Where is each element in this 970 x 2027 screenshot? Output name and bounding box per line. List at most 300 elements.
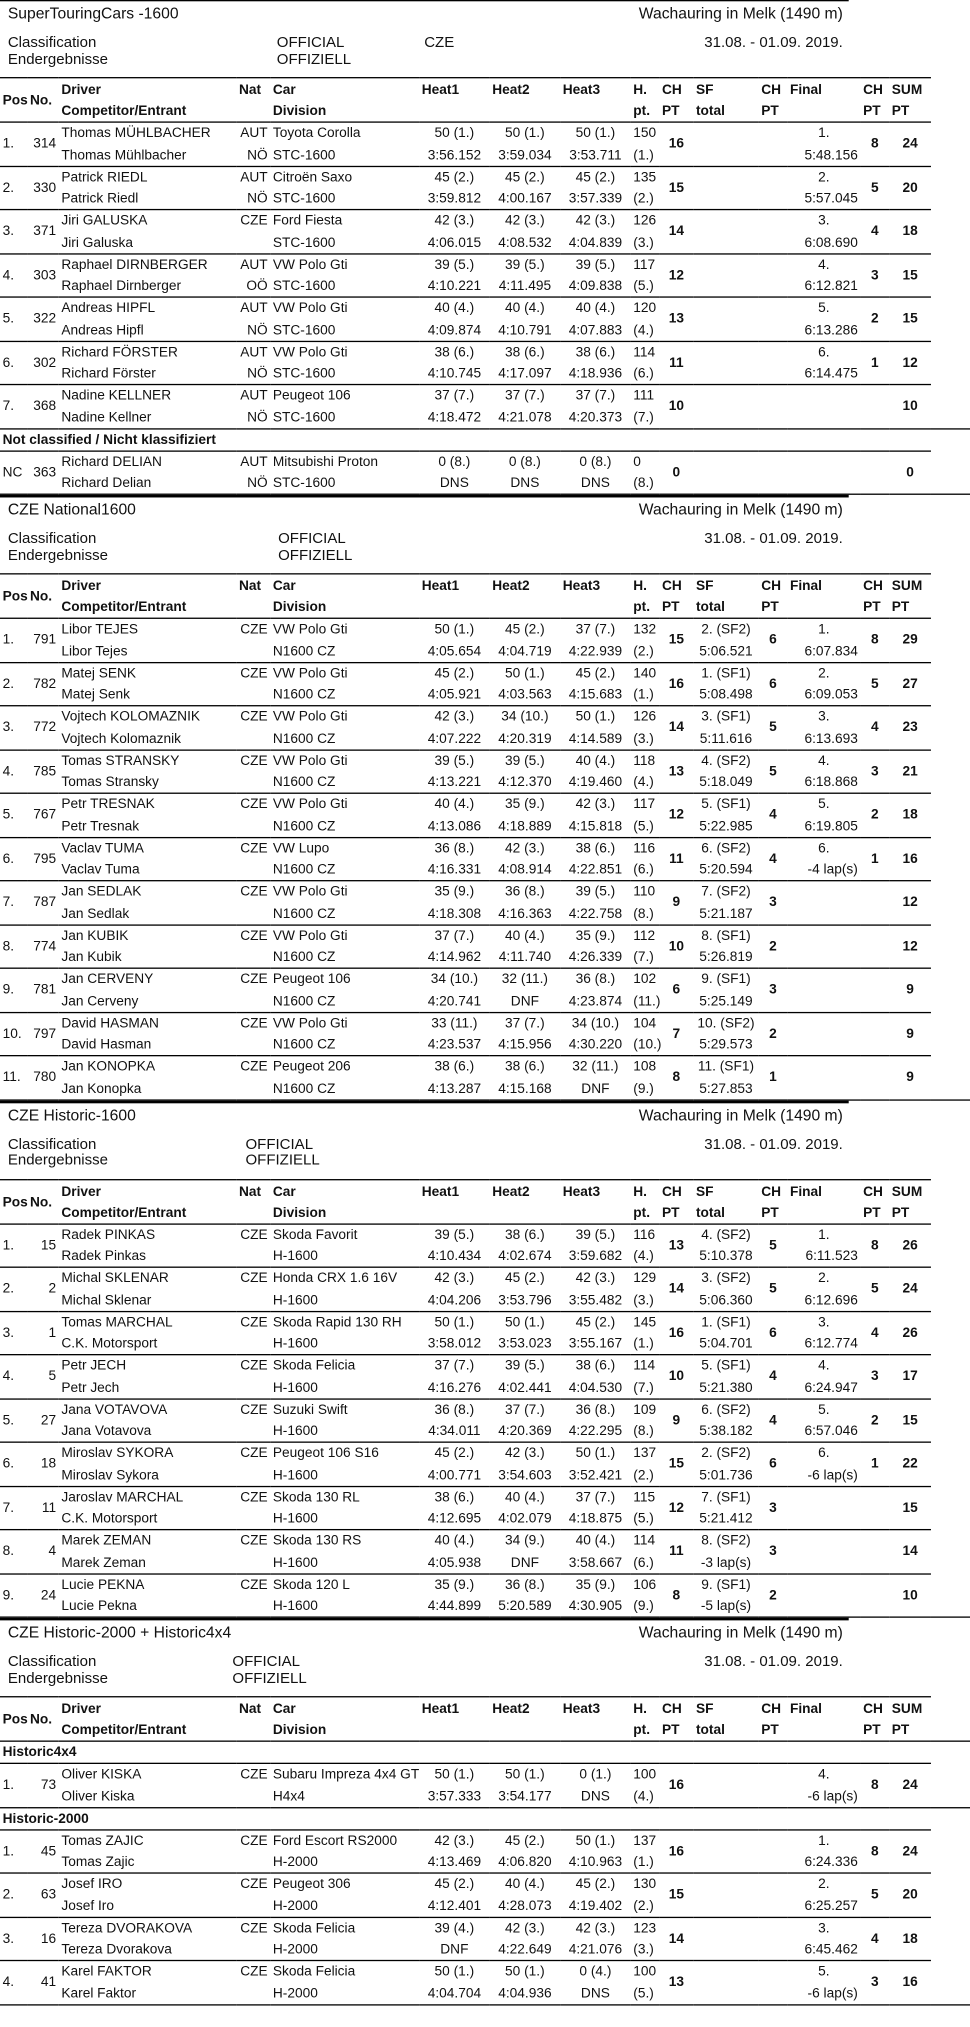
heat3-time: DNS — [580, 475, 610, 491]
heat3-points: 37 (7.) — [560, 618, 631, 640]
table-row — [0, 837, 970, 859]
sf-ch-points: 6 — [759, 1442, 788, 1486]
heat2-points: 36 (8.) — [490, 1573, 561, 1595]
col-division: Division — [270, 597, 419, 619]
heat1-points: 36 (8.) — [419, 837, 490, 859]
region: NÖ — [247, 365, 268, 382]
entrant-name: Oliver Kiska — [61, 1788, 135, 1804]
heat1-points: 42 (3.) — [419, 706, 490, 728]
final-position: 2. — [787, 1873, 860, 1895]
sf-ch-points — [759, 1961, 788, 2005]
car-model: Ford Fiesta — [270, 210, 419, 232]
final-position: 6. — [787, 1442, 860, 1464]
heat-points-total: 106 — [631, 1573, 660, 1595]
driver-name: Jaroslav MARCHAL — [59, 1486, 237, 1508]
heat1-time: 4:10.434 — [427, 1248, 482, 1264]
car-number: 322 — [27, 297, 58, 341]
car-model: Skoda 130 RL — [270, 1486, 419, 1508]
col-chsf1: CH — [759, 1179, 788, 1202]
ch-points: 9 — [659, 1398, 693, 1442]
sf-ch-points — [759, 210, 788, 254]
position: 2. — [0, 166, 27, 210]
table-row-continued — [0, 1078, 970, 1100]
car-number: 314 — [27, 122, 58, 166]
heat1-time: 4:12.401 — [427, 1897, 482, 1914]
car-model: VW Lupo — [270, 837, 419, 859]
sf-position: 1. (SF1) — [693, 1311, 758, 1333]
car-number: 780 — [27, 1056, 58, 1100]
sf-time — [693, 232, 758, 254]
sf-time: 5:20.594 — [699, 861, 753, 878]
car-number: 303 — [27, 253, 58, 297]
venue: Wachauring in Melk (1490 m) — [638, 1105, 843, 1124]
heat3-points: 50 (1.) — [560, 706, 631, 728]
car-model: Toyota Corolla — [270, 122, 419, 144]
results-table — [0, 1178, 970, 1617]
position: 2. — [0, 1267, 27, 1311]
final-time: 6:12.774 — [804, 1335, 858, 1352]
section-header — [0, 1103, 848, 1125]
heat2-time: 4:08.914 — [498, 861, 552, 878]
ch-points: 16 — [659, 1829, 693, 1873]
division: N1600 CZ — [272, 992, 336, 1009]
final-position: 5. — [787, 1961, 860, 1983]
col-heat2: Heat2 — [490, 1697, 561, 1720]
ch-points: 8 — [659, 1573, 693, 1617]
heat2-points: 35 (9.) — [490, 793, 561, 815]
division: H-2000 — [272, 1985, 318, 2001]
region: NÖ — [247, 321, 268, 338]
driver-name: Tomas ZAJIC — [59, 1829, 237, 1851]
region — [236, 1983, 270, 2005]
sum-points: 9 — [889, 968, 931, 1012]
col-chf1: CH — [860, 1179, 889, 1202]
table-row-continued — [0, 772, 970, 794]
heat1-points: 40 (4.) — [419, 1530, 490, 1552]
sum-points: 20 — [889, 1873, 931, 1917]
heat3-points: 0 (8.) — [560, 450, 631, 472]
heat1-points: 35 (9.) — [419, 1573, 490, 1595]
col-competitor: Competitor/Entrant — [59, 597, 237, 619]
table-row — [0, 968, 970, 990]
position: 5. — [0, 1398, 27, 1442]
division: H-1600 — [272, 1291, 318, 1308]
entrant-name: Petr Tresnak — [61, 818, 140, 834]
entrant-name: Jiri Galuska — [61, 234, 133, 251]
car-model: VW Polo Gti — [270, 297, 419, 319]
classification-info — [0, 24, 848, 67]
driver-name: Richard FÖRSTER — [59, 341, 237, 363]
car-model: VW Polo Gti — [270, 793, 419, 815]
heat1-points: 45 (2.) — [419, 662, 490, 684]
final-ch-points: 4 — [860, 1917, 889, 1961]
official-de: OFFIZIELL — [276, 51, 352, 68]
final-position — [787, 968, 860, 990]
sf-time — [693, 473, 758, 495]
heat2-points: 38 (6.) — [490, 1056, 561, 1078]
final-ch-points: 8 — [860, 1829, 889, 1873]
nationality: AUT — [236, 166, 270, 188]
heat1-points: 37 (7.) — [419, 385, 490, 407]
position: 7. — [0, 1486, 27, 1530]
car-number: 363 — [27, 450, 58, 494]
nationality: CZE — [236, 1442, 270, 1464]
sf-time: 5:08.498 — [699, 686, 753, 703]
heat-points-total: 126 — [631, 210, 660, 232]
car-number: 2 — [27, 1267, 58, 1311]
final-position: 2. — [787, 1267, 860, 1289]
sf-position: 8. (SF1) — [693, 924, 758, 946]
heat-points-rank: (3.) — [633, 1291, 654, 1308]
heat-points-total: 117 — [631, 253, 660, 275]
sf-ch-points: 3 — [759, 1486, 788, 1530]
sf-time: 5:18.049 — [699, 774, 753, 790]
region: NÖ — [247, 409, 268, 426]
final-position: 5. — [787, 793, 860, 815]
col-division: Division — [270, 101, 419, 123]
col-blank — [560, 1202, 631, 1224]
col-chsf2: PT — [759, 597, 788, 619]
heat3-time: 4:09.838 — [568, 278, 623, 294]
heat-points-rank: (9.) — [633, 1598, 654, 1614]
table-row-continued — [0, 276, 970, 298]
final-ch-points: 3 — [860, 253, 889, 297]
final-position: 3. — [787, 1311, 860, 1333]
car-model: Skoda Felicia — [270, 1961, 419, 1983]
final-ch-points: 5 — [860, 1873, 889, 1917]
table-row — [0, 253, 970, 275]
heat2-time: 3:53.796 — [498, 1291, 552, 1308]
ch-points: 8 — [659, 1056, 693, 1100]
sf-ch-points: 4 — [759, 1355, 788, 1399]
heat2-points: 38 (6.) — [490, 341, 561, 363]
col-chf1: CH — [860, 78, 889, 101]
position: 6. — [0, 837, 27, 881]
nationality: CZE — [236, 1311, 270, 1333]
table-row-continued — [0, 144, 970, 166]
table-row — [0, 1530, 970, 1552]
col-sum1: SUM — [889, 78, 931, 101]
table-row-continued — [0, 684, 970, 706]
entrant-name: Matej Senk — [61, 686, 130, 703]
sf-time: 5:06.360 — [699, 1291, 753, 1308]
results-table — [0, 573, 970, 1100]
position: 7. — [0, 385, 27, 429]
nationality: AUT — [236, 450, 270, 472]
ch-points: 15 — [659, 618, 693, 662]
final-time: 6:12.821 — [804, 278, 858, 294]
table-row-continued — [0, 1895, 970, 1917]
car-number: 787 — [27, 881, 58, 925]
ch-points: 0 — [659, 450, 693, 494]
final-time: 6:24.947 — [804, 1379, 858, 1396]
sf-position: 6. (SF2) — [693, 837, 758, 859]
car-number: 1 — [27, 1311, 58, 1355]
table-row — [0, 793, 970, 815]
final-position: 4. — [787, 1355, 860, 1377]
position: 3. — [0, 1917, 27, 1961]
final-ch-points — [860, 1530, 889, 1574]
heat1-time: 4:10.221 — [427, 278, 482, 294]
region — [236, 903, 270, 925]
sum-points: 24 — [889, 1829, 931, 1873]
driver-name: Raphael DIRNBERGER — [59, 253, 237, 275]
heat1-points: 39 (5.) — [419, 1223, 490, 1245]
heat-points-total: 110 — [631, 881, 660, 903]
sf-position — [693, 166, 758, 188]
heat1-points: 50 (1.) — [419, 1961, 490, 1983]
sf-ch-points — [759, 1829, 788, 1873]
table-row-continued — [0, 1508, 970, 1530]
position: 1. — [0, 1829, 27, 1873]
position: 8. — [0, 924, 27, 968]
col-blank — [236, 1720, 270, 1742]
sum-points: 26 — [889, 1223, 931, 1267]
heat1-time: 4:06.015 — [427, 234, 482, 251]
division: H-2000 — [272, 1941, 318, 1958]
car-model: VW Polo Gti — [270, 749, 419, 771]
heat-points-rank: (3.) — [633, 730, 654, 747]
sum-points: 12 — [889, 341, 931, 385]
nationality: CZE — [236, 1486, 270, 1508]
heat2-points: 42 (3.) — [490, 1442, 561, 1464]
col-division: Division — [270, 1202, 419, 1224]
final-ch-points — [860, 881, 889, 925]
region — [236, 772, 270, 794]
ch-points: 14 — [659, 1917, 693, 1961]
sf-position — [693, 210, 758, 232]
official-de: OFFIZIELL — [278, 547, 353, 564]
region — [236, 1596, 270, 1618]
sf-ch-points: 6 — [759, 1311, 788, 1355]
col-sum2: PT — [889, 1720, 931, 1742]
division: STC-1600 — [272, 321, 336, 338]
col-sf1: SF — [693, 78, 758, 101]
event-date: 31.08. - 01.09. 2019. — [704, 35, 843, 51]
heat-points-total: 111 — [631, 385, 660, 407]
classification-label-de: Endergebnisse — [7, 51, 109, 68]
car-model: Skoda Rapid 130 RH — [270, 1311, 419, 1333]
nationality: CZE — [236, 706, 270, 728]
col-blank — [236, 101, 270, 123]
col-blank — [236, 597, 270, 619]
col-chf2: PT — [860, 1720, 889, 1742]
event-date: 31.08. - 01.09. 2019. — [704, 1654, 843, 1670]
heat1-time: DNF — [440, 1941, 469, 1958]
heat2-points: 40 (4.) — [490, 297, 561, 319]
col-heat3: Heat3 — [560, 574, 631, 597]
heat2-points: 42 (3.) — [490, 837, 561, 859]
heat2-points: 39 (5.) — [490, 749, 561, 771]
entrant-name: C.K. Motorsport — [61, 1510, 158, 1527]
final-ch-points — [860, 385, 889, 429]
final-time: -6 lap(s) — [807, 1788, 858, 1804]
col-chsf2: PT — [759, 1202, 788, 1224]
sum-points: 14 — [889, 1530, 931, 1574]
final-time — [787, 1078, 860, 1100]
col-hpt2: pt. — [631, 1202, 660, 1224]
division: STC-1600 — [272, 278, 336, 294]
table-row — [0, 1223, 970, 1245]
classification-label-en: Classification — [7, 35, 97, 51]
col-sum2: PT — [889, 597, 931, 619]
position: 8. — [0, 1530, 27, 1574]
sf-position — [693, 1961, 758, 1983]
heat3-time: 3:59.682 — [568, 1248, 623, 1264]
ch-points: 15 — [659, 1442, 693, 1486]
ch-points: 11 — [659, 837, 693, 881]
heat1-time: 4:44.899 — [427, 1598, 482, 1614]
heat3-time: 4:07.883 — [568, 321, 623, 338]
ch-points: 12 — [659, 253, 693, 297]
table-row — [0, 924, 970, 946]
classification-label-en: Classification — [7, 531, 97, 548]
region: NÖ — [247, 190, 268, 207]
col-final: Final — [787, 1697, 860, 1720]
heat-points-rank: (1.) — [633, 146, 654, 163]
col-pos: Pos — [0, 78, 27, 122]
col-blank — [560, 101, 631, 123]
section-header — [0, 1620, 848, 1642]
col-car: Car — [270, 574, 419, 597]
table-row — [0, 1763, 970, 1785]
final-position: 5. — [787, 297, 860, 319]
division: N1600 CZ — [272, 730, 336, 747]
sf-ch-points — [759, 122, 788, 166]
sf-position — [693, 253, 758, 275]
nationality: AUT — [236, 385, 270, 407]
sf-position: 10. (SF2) — [693, 1012, 758, 1034]
sf-time: 5:22.985 — [699, 818, 753, 834]
heat2-time: 4:02.441 — [498, 1379, 552, 1396]
col-ch1: CH — [659, 1179, 693, 1202]
heat2-points: 40 (4.) — [490, 1873, 561, 1895]
classification-info — [0, 520, 848, 563]
table-row-continued — [0, 1786, 970, 1808]
heat1-points: 0 (8.) — [419, 450, 490, 472]
heat-points-rank: (1.) — [633, 686, 654, 703]
final-ch-points: 2 — [860, 793, 889, 837]
heat2-points: 37 (7.) — [490, 1012, 561, 1034]
heat1-time: 3:58.012 — [427, 1335, 482, 1352]
final-ch-points: 4 — [860, 1311, 889, 1355]
region — [236, 1552, 270, 1574]
classification-label-de: Endergebnisse — [7, 547, 109, 564]
sf-time: 5:25.149 — [699, 992, 753, 1009]
heat1-time: 4:18.308 — [427, 905, 482, 922]
heat2-time: 4:20.319 — [498, 730, 552, 747]
col-heat2: Heat2 — [490, 78, 561, 101]
division: N1600 CZ — [272, 686, 336, 703]
final-ch-points: 3 — [860, 1961, 889, 2005]
position: 1. — [0, 1763, 27, 1807]
sf-position: 11. (SF1) — [693, 1056, 758, 1078]
heat2-time: 4:11.495 — [498, 278, 552, 294]
heat2-time: 4:28.073 — [498, 1897, 552, 1914]
heat-points-total: 129 — [631, 1267, 660, 1289]
heat-points-total: 132 — [631, 618, 660, 640]
final-ch-points — [860, 1486, 889, 1530]
sf-position: 2. (SF2) — [693, 618, 758, 640]
position: 9. — [0, 968, 27, 1012]
heat3-points: 39 (5.) — [560, 881, 631, 903]
division: N1600 CZ — [272, 818, 336, 834]
col-sf1: SF — [693, 1697, 758, 1720]
heat1-time: 3:57.333 — [427, 1788, 482, 1804]
car-number: 11 — [27, 1486, 58, 1530]
position: 11. — [0, 1056, 27, 1100]
col-chsf1: CH — [759, 78, 788, 101]
heat-points-rank: (3.) — [633, 234, 654, 251]
col-sf2: total — [693, 1202, 758, 1224]
heat1-points: 42 (3.) — [419, 210, 490, 232]
region — [236, 947, 270, 969]
sf-position — [693, 1873, 758, 1895]
heat2-points: 38 (6.) — [490, 1223, 561, 1245]
car-model: VW Polo Gti — [270, 706, 419, 728]
final-time: 5:57.045 — [804, 190, 858, 207]
heat-points-total: 114 — [631, 1355, 660, 1377]
car-model: VW Polo Gti — [270, 618, 419, 640]
position: 3. — [0, 706, 27, 750]
ch-points: 6 — [659, 968, 693, 1012]
col-blank — [560, 1720, 631, 1742]
heat2-time: 4:06.820 — [498, 1854, 552, 1870]
classification-info — [0, 1125, 848, 1168]
car-number: 368 — [27, 385, 58, 429]
official-de: OFFIZIELL — [232, 1670, 307, 1687]
col-blank — [560, 597, 631, 619]
final-ch-points: 8 — [860, 618, 889, 662]
heat-points-rank: (4.) — [633, 1788, 654, 1804]
ch-points: 10 — [659, 924, 693, 968]
sum-points: 18 — [889, 793, 931, 837]
sum-points: 20 — [889, 166, 931, 210]
official-en: OFFICIAL — [278, 531, 346, 548]
table-row — [0, 166, 970, 188]
heat2-time: DNF — [510, 992, 539, 1009]
car-number: 5 — [27, 1355, 58, 1399]
final-time: 6:12.696 — [804, 1291, 858, 1308]
final-ch-points: 3 — [860, 749, 889, 793]
col-ch2: PT — [659, 101, 693, 123]
driver-name: Oliver KISKA — [59, 1763, 237, 1785]
heat2-time: 3:59.034 — [498, 146, 552, 163]
heat3-time: 4:15.683 — [568, 686, 623, 703]
sum-points: 22 — [889, 1442, 931, 1486]
heat2-time: 4:11.740 — [498, 949, 552, 965]
position: 2. — [0, 1873, 27, 1917]
final-ch-points — [860, 924, 889, 968]
table-row — [0, 706, 970, 728]
sf-time — [693, 407, 758, 429]
col-hpt2: pt. — [631, 1720, 660, 1742]
heat1-points: 40 (4.) — [419, 793, 490, 815]
final-time — [787, 903, 860, 925]
heat1-time: 4:13.287 — [427, 1080, 482, 1097]
heat1-time: 4:05.921 — [427, 686, 482, 703]
official-label — [245, 1137, 319, 1168]
table-row-continued — [0, 1377, 970, 1399]
heat1-points: 50 (1.) — [419, 1311, 490, 1333]
entrant-name: Michal Sklenar — [61, 1291, 152, 1308]
heat-points-total: 135 — [631, 166, 660, 188]
table-row — [0, 881, 970, 903]
col-chsf1: CH — [759, 574, 788, 597]
final-time: -4 lap(s) — [807, 861, 858, 878]
sf-time: 5:11.616 — [699, 730, 753, 747]
final-time — [787, 990, 860, 1012]
